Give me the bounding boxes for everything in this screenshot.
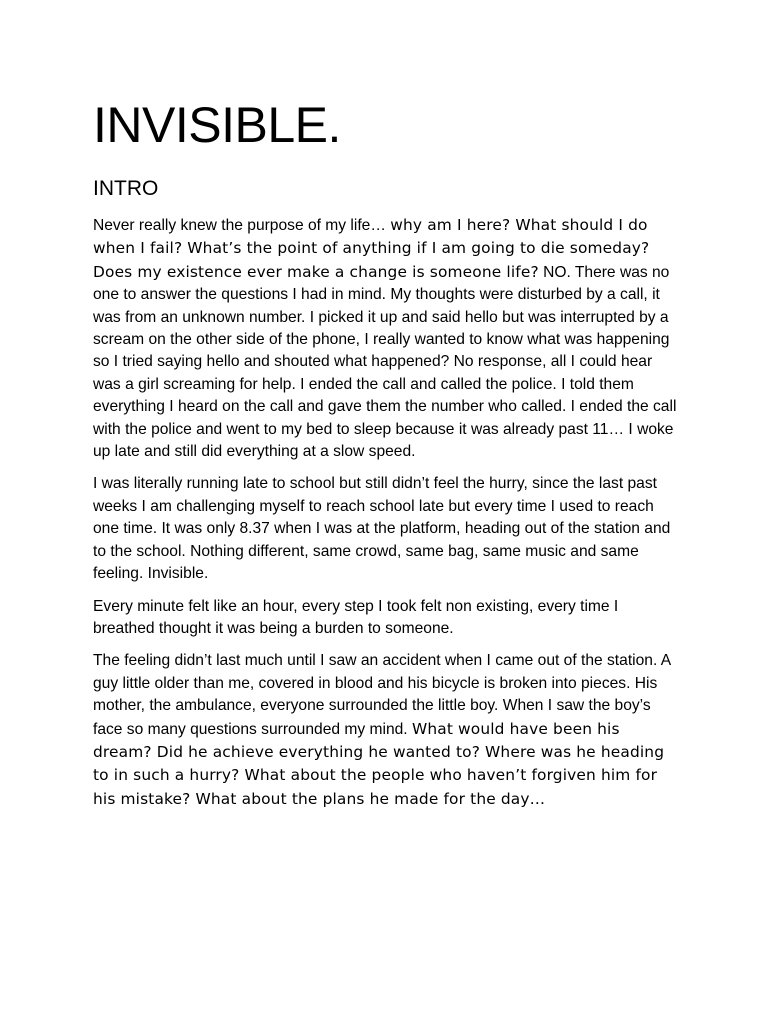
paragraph-4-questions: What would have been his dream? Did he achieve everything he wanted to? Where was he heading to in such a hurry? What about the people who haven’t forgiven him for his mistake? What about the plans he made for the day…: [93, 719, 665, 808]
paragraph-4-text: The feeling didn’t last much until I saw an accident when I came out of the station. A guy little older than me, covered in blood and his bicycle is broken into pieces. His mother, the ambulance, everyone surrounded the little boy. When I saw the boy’s face so many questions surrounded my mind.: [93, 652, 671, 738]
section-heading: INTRO: [93, 177, 159, 200]
paragraph-1: [93, 214, 681, 463]
paragraph-1-text-2: NO. There was no one to answer the questions I had in mind. My thoughts were disturbed by a call, it was from an unknown number. I picked it up and said hello but was interrupted by a scream on the other side of the phone, I really wanted to know what was happening so I tried saying hello and shouted what happened? No response, all I could hear was a girl screaming for help. I ended the call and called the police. I told them everything I heard on the call and gave them the number who called. I ended the call with the police and went to my bed to sleep because it was already past 11… I woke up late and still did everything at a slow speed.: [93, 263, 677, 461]
paragraph-2-text: I was literally running late to school but still didn’t feel the hurry, since the last past weeks I am challenging myself to reach school late but every time I used to reach one time. It was only 8.37 when I was at the platform, heading out of the station and to the school. Nothing different, same crowd, same bag, same music and same feeling. Invisible.: [93, 475, 671, 583]
paragraph-1-text-1: Never really knew the purpose of my life…: [93, 217, 391, 234]
paragraph-4: [93, 650, 681, 811]
paragraph-3: [93, 596, 681, 641]
document-page: [93, 96, 681, 821]
paragraph-3-text: Every minute felt like an hour, every step I took felt non existing, every time I breathed thought it was being a burden to someone.: [93, 597, 619, 637]
paragraph-1-questions: why am I here? What should I do when I fail? What’s the point of anything if I am going to die someday? Does my existence ever make a change is someone life?: [93, 216, 650, 281]
paragraph-2: [93, 473, 681, 585]
document-title: INVISIBLE.: [93, 97, 341, 153]
